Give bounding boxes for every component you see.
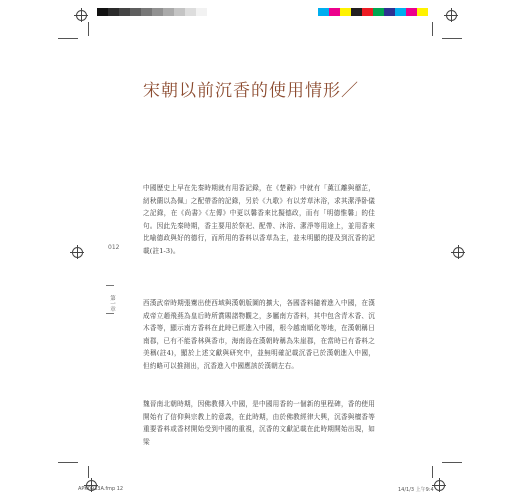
crop-mark — [88, 22, 89, 36]
registration-mark-top-right — [444, 8, 458, 22]
chapter-label: 第一章 — [109, 295, 115, 312]
color-swatch — [417, 8, 428, 16]
crop-mark — [432, 466, 433, 478]
color-swatch — [373, 8, 384, 16]
registration-mark-bottom-right — [432, 478, 446, 492]
color-swatch — [152, 8, 163, 16]
color-bar-colors — [318, 8, 428, 16]
color-swatch — [97, 8, 108, 16]
color-swatch — [196, 8, 207, 16]
color-swatch — [130, 8, 141, 16]
color-swatch — [351, 8, 362, 16]
color-swatch — [384, 8, 395, 16]
color-swatch — [141, 8, 152, 16]
body-paragraph-1: 中國歷史上早在先秦時期就有用香記錄，在《楚辭》中就有「薰江離與蘼芷，紉秋蘭以為佩」之配帶香的記錄，另於《九歌》有以芳草沐浴，求其潔淨卧儀之記錄，在《尚書》《左傳》中更以馨香來比擬德政，而有「明德惟馨」的佳句。因此先秦時期，香主要用於祭祀、配帶、沐浴、潔淨等用途上，並用香來比喻德政與好的德行，而所用的香料以香草為主，並未明顯的提及到沉香的記載(註1-3)。 — [143, 184, 375, 255]
crop-mark — [432, 22, 433, 36]
registration-mark-right — [451, 245, 465, 259]
body-paragraph-2: 西漢武帝時期張騫出使西域與漢朝版圖的擴大，各國香料隨着進入中國，在漢成帝立趙飛燕為皇后時所賞賜諸物觀之，多屬南方香料，其中包含青木香、沉木香等，顯示南方香料在此時已經進入中國，根今越南順化等地，在漢朝稱日南郡，已有不能香林與香市，海南島在漢朝時稱為朱崖郡，在當時已有香料之美稱(註4)，顯於上述文獻與研究中，並無明確記載沉香已於漢朝進入中國，但約略可以推測出，沉香進入中國應該於漢朝左右。 — [143, 299, 375, 370]
color-swatch — [174, 8, 185, 16]
chapter-marker-line — [106, 313, 114, 314]
color-swatch — [119, 8, 130, 16]
section-title: 宋朝以前沉香的使用情形／ — [143, 81, 359, 101]
crop-mark — [58, 38, 78, 39]
crop-mark — [442, 38, 462, 39]
color-swatch — [395, 8, 406, 16]
color-swatch — [185, 8, 196, 16]
registration-mark-top-left — [74, 8, 88, 22]
registration-mark-left — [70, 245, 84, 259]
color-bar-grays — [97, 8, 207, 16]
crop-mark — [442, 462, 462, 463]
color-swatch — [318, 8, 329, 16]
color-swatch — [108, 8, 119, 16]
color-swatch — [329, 8, 340, 16]
print-slug-filename: APK0933A.fmp 12 — [78, 486, 124, 492]
color-swatch — [362, 8, 373, 16]
page-number: 012 — [108, 244, 120, 251]
color-swatch — [406, 8, 417, 16]
body-paragraph-3: 魏晉南北朝時期，因佛教傳入中國，是中國用香的一個新的里程碑，香的使用開始有了信仰與宗教上的意義，在此時期，由於佛教經律大興，沉香與檀香等重要香料或香材開始受到中國的重視，沉香的文獻記載在此時期開始出現，如梁 — [143, 400, 375, 446]
crop-mark — [88, 466, 89, 478]
print-slug-date: 14/1/3 上午9:4 — [398, 487, 434, 493]
chapter-marker-line — [106, 285, 114, 286]
color-swatch — [340, 8, 351, 16]
crop-mark — [58, 462, 78, 463]
color-swatch — [163, 8, 174, 16]
